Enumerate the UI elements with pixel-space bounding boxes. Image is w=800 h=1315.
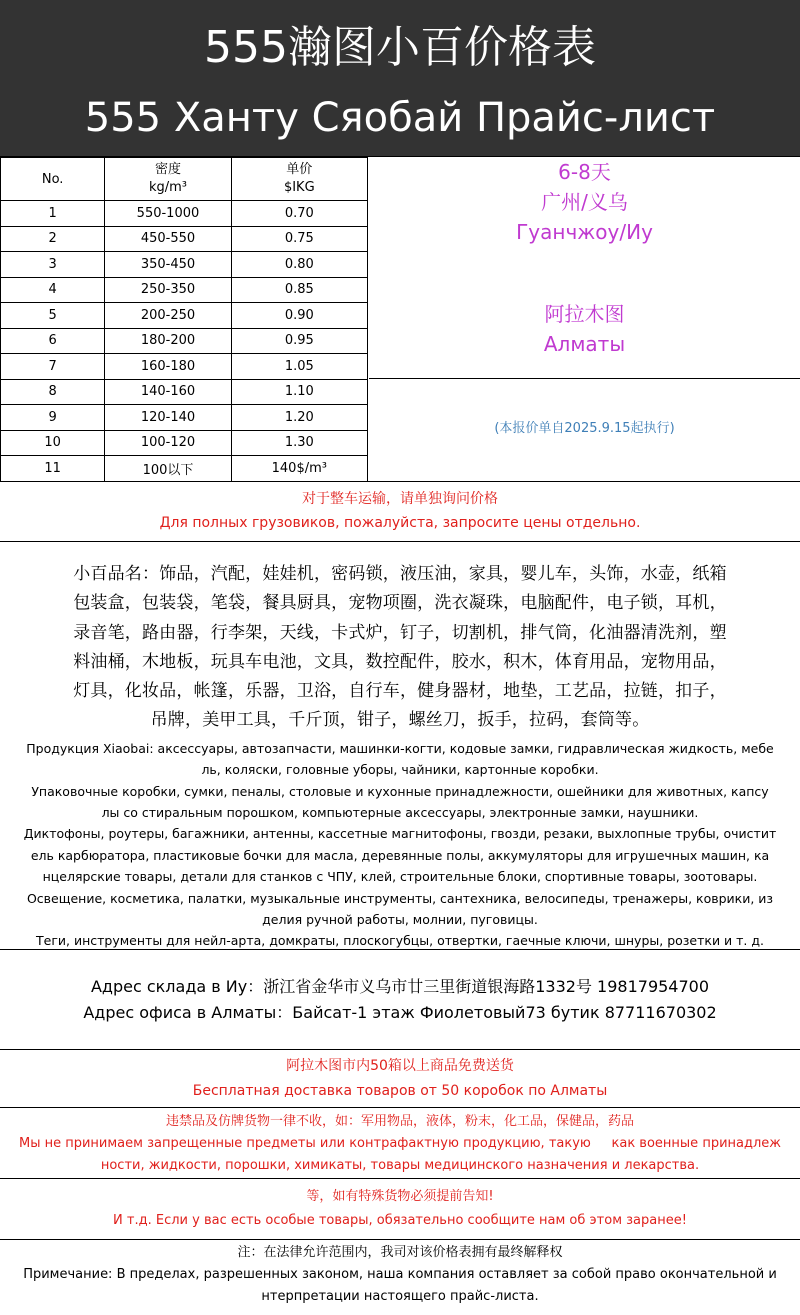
goods-cn-line: 包装盒，包装袋，笔袋，餐具厨具，宠物项圈，洗衣凝珠，电脑配件，电子锁，耳机， (73, 593, 727, 614)
header-density (105, 158, 231, 201)
row-no: 5 (1, 303, 105, 329)
goods-ru-line: Диктофоны, роутеры, багажники, антенны, кассетные магнитофоны, гвозди, резаки, выхлопные трубы, очистит (23, 826, 777, 842)
header-price (231, 158, 367, 201)
row-density: 140-160 (105, 379, 231, 405)
header-density-unit: kg/m³ (148, 180, 187, 195)
row-density: 100以下 (105, 456, 231, 482)
table-row (1, 379, 368, 405)
row-no: 2 (1, 226, 105, 252)
special-goods-notice (0, 1179, 800, 1240)
price-table (0, 157, 368, 482)
header-no: No. (1, 158, 105, 201)
truck-notice-cn: 对于整车运输，请单独询问价格 (302, 491, 498, 507)
row-price: 0.70 (231, 201, 367, 227)
truck-notice (0, 482, 800, 542)
goods-list-cn (2, 560, 798, 736)
goods-cn-line: 吊牌，美甲工具，千斤顶，钳子，螺丝刀，扳手，拉码，套筒等。 (150, 710, 650, 731)
prohibited-ru-1: Мы не принимаем запрещенные предметы или контрафактную продукцию, такую как военные принадлеж (18, 1136, 781, 1151)
route-days: 6-8天 (558, 160, 611, 184)
table-row (1, 456, 368, 482)
goods-ru-line: Освещение, косметика, палатки, музыкальные инструменты, сантехника, велосипеды, тренажеры, коврики, из (26, 890, 774, 906)
table-row (1, 328, 368, 354)
header-price-cn: 单价 (286, 162, 313, 177)
table-row (1, 201, 368, 227)
row-no: 4 (1, 277, 105, 303)
header-density-cn: 密度 (154, 162, 181, 177)
table-row (1, 354, 368, 380)
row-price: 1.05 (231, 354, 367, 380)
table-row (1, 405, 368, 431)
table-row (1, 252, 368, 278)
price-table-header (1, 158, 368, 201)
row-price: 0.85 (231, 277, 367, 303)
goods-ru-line: делия ручной работы, молнии, пуговицы. (262, 912, 538, 928)
goods-ru-line: ль, коляски, головные уборы, чайники, картонные коробки. (201, 762, 599, 778)
row-density: 180-200 (105, 328, 231, 354)
route-destination-cn: 阿拉木图 (544, 302, 625, 326)
legal-note-cn: 注：在法律允许范围内，我司对该价格表拥有最终解释权 (237, 1245, 563, 1260)
prohibited-goods-notice (0, 1108, 800, 1179)
table-row (1, 303, 368, 329)
row-price: 0.90 (231, 303, 367, 329)
table-row (1, 226, 368, 252)
special-ru: И т.д. Если у вас есть особые товары, обязательно сообщите нам об этом заранее! (113, 1213, 687, 1228)
row-no: 7 (1, 354, 105, 380)
goods-ru-line: нцелярские товары, детали для станков с ЧПУ, клей, строительные блоки, спортивные товары, зоотовары. (42, 869, 758, 885)
row-no: 9 (1, 405, 105, 431)
route-info (369, 157, 800, 378)
route-destination-ru: Алматы (543, 332, 626, 356)
effective-date-note: (本报价单自2025.9.15起执行) (369, 378, 800, 482)
row-price: 1.10 (231, 379, 367, 405)
header-banner (0, 0, 800, 157)
row-price: 1.30 (231, 430, 367, 456)
table-row (1, 430, 368, 456)
row-no: 6 (1, 328, 105, 354)
address-yiwu: Адрес склада в Иу：浙江省金华市义乌市廿三里街道银海路1332号 19817954700 (90, 977, 710, 996)
row-price: 0.95 (231, 328, 367, 354)
prohibited-cn: 违禁品及仿牌货物一律不收，如：军用物品，液体，粉末，化工品，保健品，药品 (165, 1114, 634, 1129)
price-section (0, 157, 800, 482)
row-density: 120-140 (105, 405, 231, 431)
row-no: 1 (1, 201, 105, 227)
row-price: 140$/m³ (231, 456, 367, 482)
row-density: 450-550 (105, 226, 231, 252)
row-density: 160-180 (105, 354, 231, 380)
row-density: 350-450 (105, 252, 231, 278)
header-price-unit: $IKG (283, 180, 315, 195)
goods-ru-line: Продукция Xiaobai: аксессуары, автозапчасти, машинки-когти, кодовые замки, гидравлическая жидкость, мебе (26, 740, 774, 756)
free-delivery-notice (0, 1050, 800, 1108)
title-chinese: 555瀚图小百价格表 (204, 22, 596, 73)
row-price: 0.75 (231, 226, 367, 252)
route-origin-cn: 广州/义乌 (541, 190, 628, 214)
goods-ru-line: лы со стиральным порошком, компьютерные аксессуары, электронные замки, наушники. (101, 805, 699, 820)
row-density: 550-1000 (105, 201, 231, 227)
addresses (0, 950, 800, 1050)
legal-note-ru-1: Примечание: В пределах, разрешенных законом, наша компания оставляет за собой право окончательной и (23, 1267, 777, 1282)
goods-cn-line: 料油桶，木地板，玩具车电池，文具，数控配件，胶水，积木，体育用品，宠物用品， (73, 651, 727, 672)
truck-notice-ru: Для полных грузовиков, пожалуйста, запросите цены отдельно. (159, 515, 641, 531)
goods-list-ru (2, 738, 798, 952)
prohibited-ru-2: ности, жидкости, порошки, химикаты, товары медицинского назначения и лекарства. (100, 1158, 700, 1173)
row-no: 8 (1, 379, 105, 405)
route-origin-ru: Гуанчжоу/Иу (516, 220, 653, 244)
goods-cn-line: 灯具，化妆品，帐篷，乐器，卫浴，自行车，健身器材，地垫，工艺品，拉链，扣子， (73, 681, 727, 702)
goods-cn-line: 小百品名：饰品，汽配，娃娃机，密码锁，液压油，家具，婴儿车，头饰，水壶，纸箱 (73, 564, 727, 584)
table-row (1, 277, 368, 303)
row-price: 0.80 (231, 252, 367, 278)
row-no: 11 (1, 456, 105, 482)
special-cn: 等，如有特殊货物必须提前告知! (306, 1189, 494, 1204)
free-delivery-ru: Бесплатная доставка товаров от 50 коробок по Алматы (192, 1083, 608, 1099)
row-density: 200-250 (105, 303, 231, 329)
free-delivery-cn: 阿拉木图市内50箱以上商品免费送货 (286, 1058, 514, 1074)
row-no: 10 (1, 430, 105, 456)
title-russian: 555 Ханту Сяобай Прайс-лист (84, 95, 716, 141)
legal-note-ru-2: нтерпретации настоящего прайс-листа. (261, 1289, 539, 1304)
goods-ru-line: Упаковочные коробки, сумки, пеналы, столовые и кухонные принадлежности, ошейники для животных, капсу (31, 783, 769, 799)
row-density: 250-350 (105, 277, 231, 303)
goods-cn-line: 录音笔，路由器，行李架，天线，卡式炉，钉子，切割机，排气筒，化油器清洗剂，塑 (73, 622, 727, 643)
row-density: 100-120 (105, 430, 231, 456)
row-no: 3 (1, 252, 105, 278)
legal-note (0, 1240, 800, 1315)
address-almaty: Адрес офиса в Алматы：Байсат-1 этаж Фиолетовый73 бутик 87711670302 (83, 1003, 717, 1022)
goods-list (0, 542, 800, 950)
goods-ru-line: Теги, инструменты для нейл-арта, домкраты, плоскогубцы, отвертки, гаечные ключи, шнуры, розетки и т. д. (36, 933, 764, 949)
row-price: 1.20 (231, 405, 367, 431)
goods-ru-line: ель карбюратора, пластиковые бочки для масла, деревянные полы, аккумуляторы для игрушечных машин, ка (30, 847, 770, 863)
